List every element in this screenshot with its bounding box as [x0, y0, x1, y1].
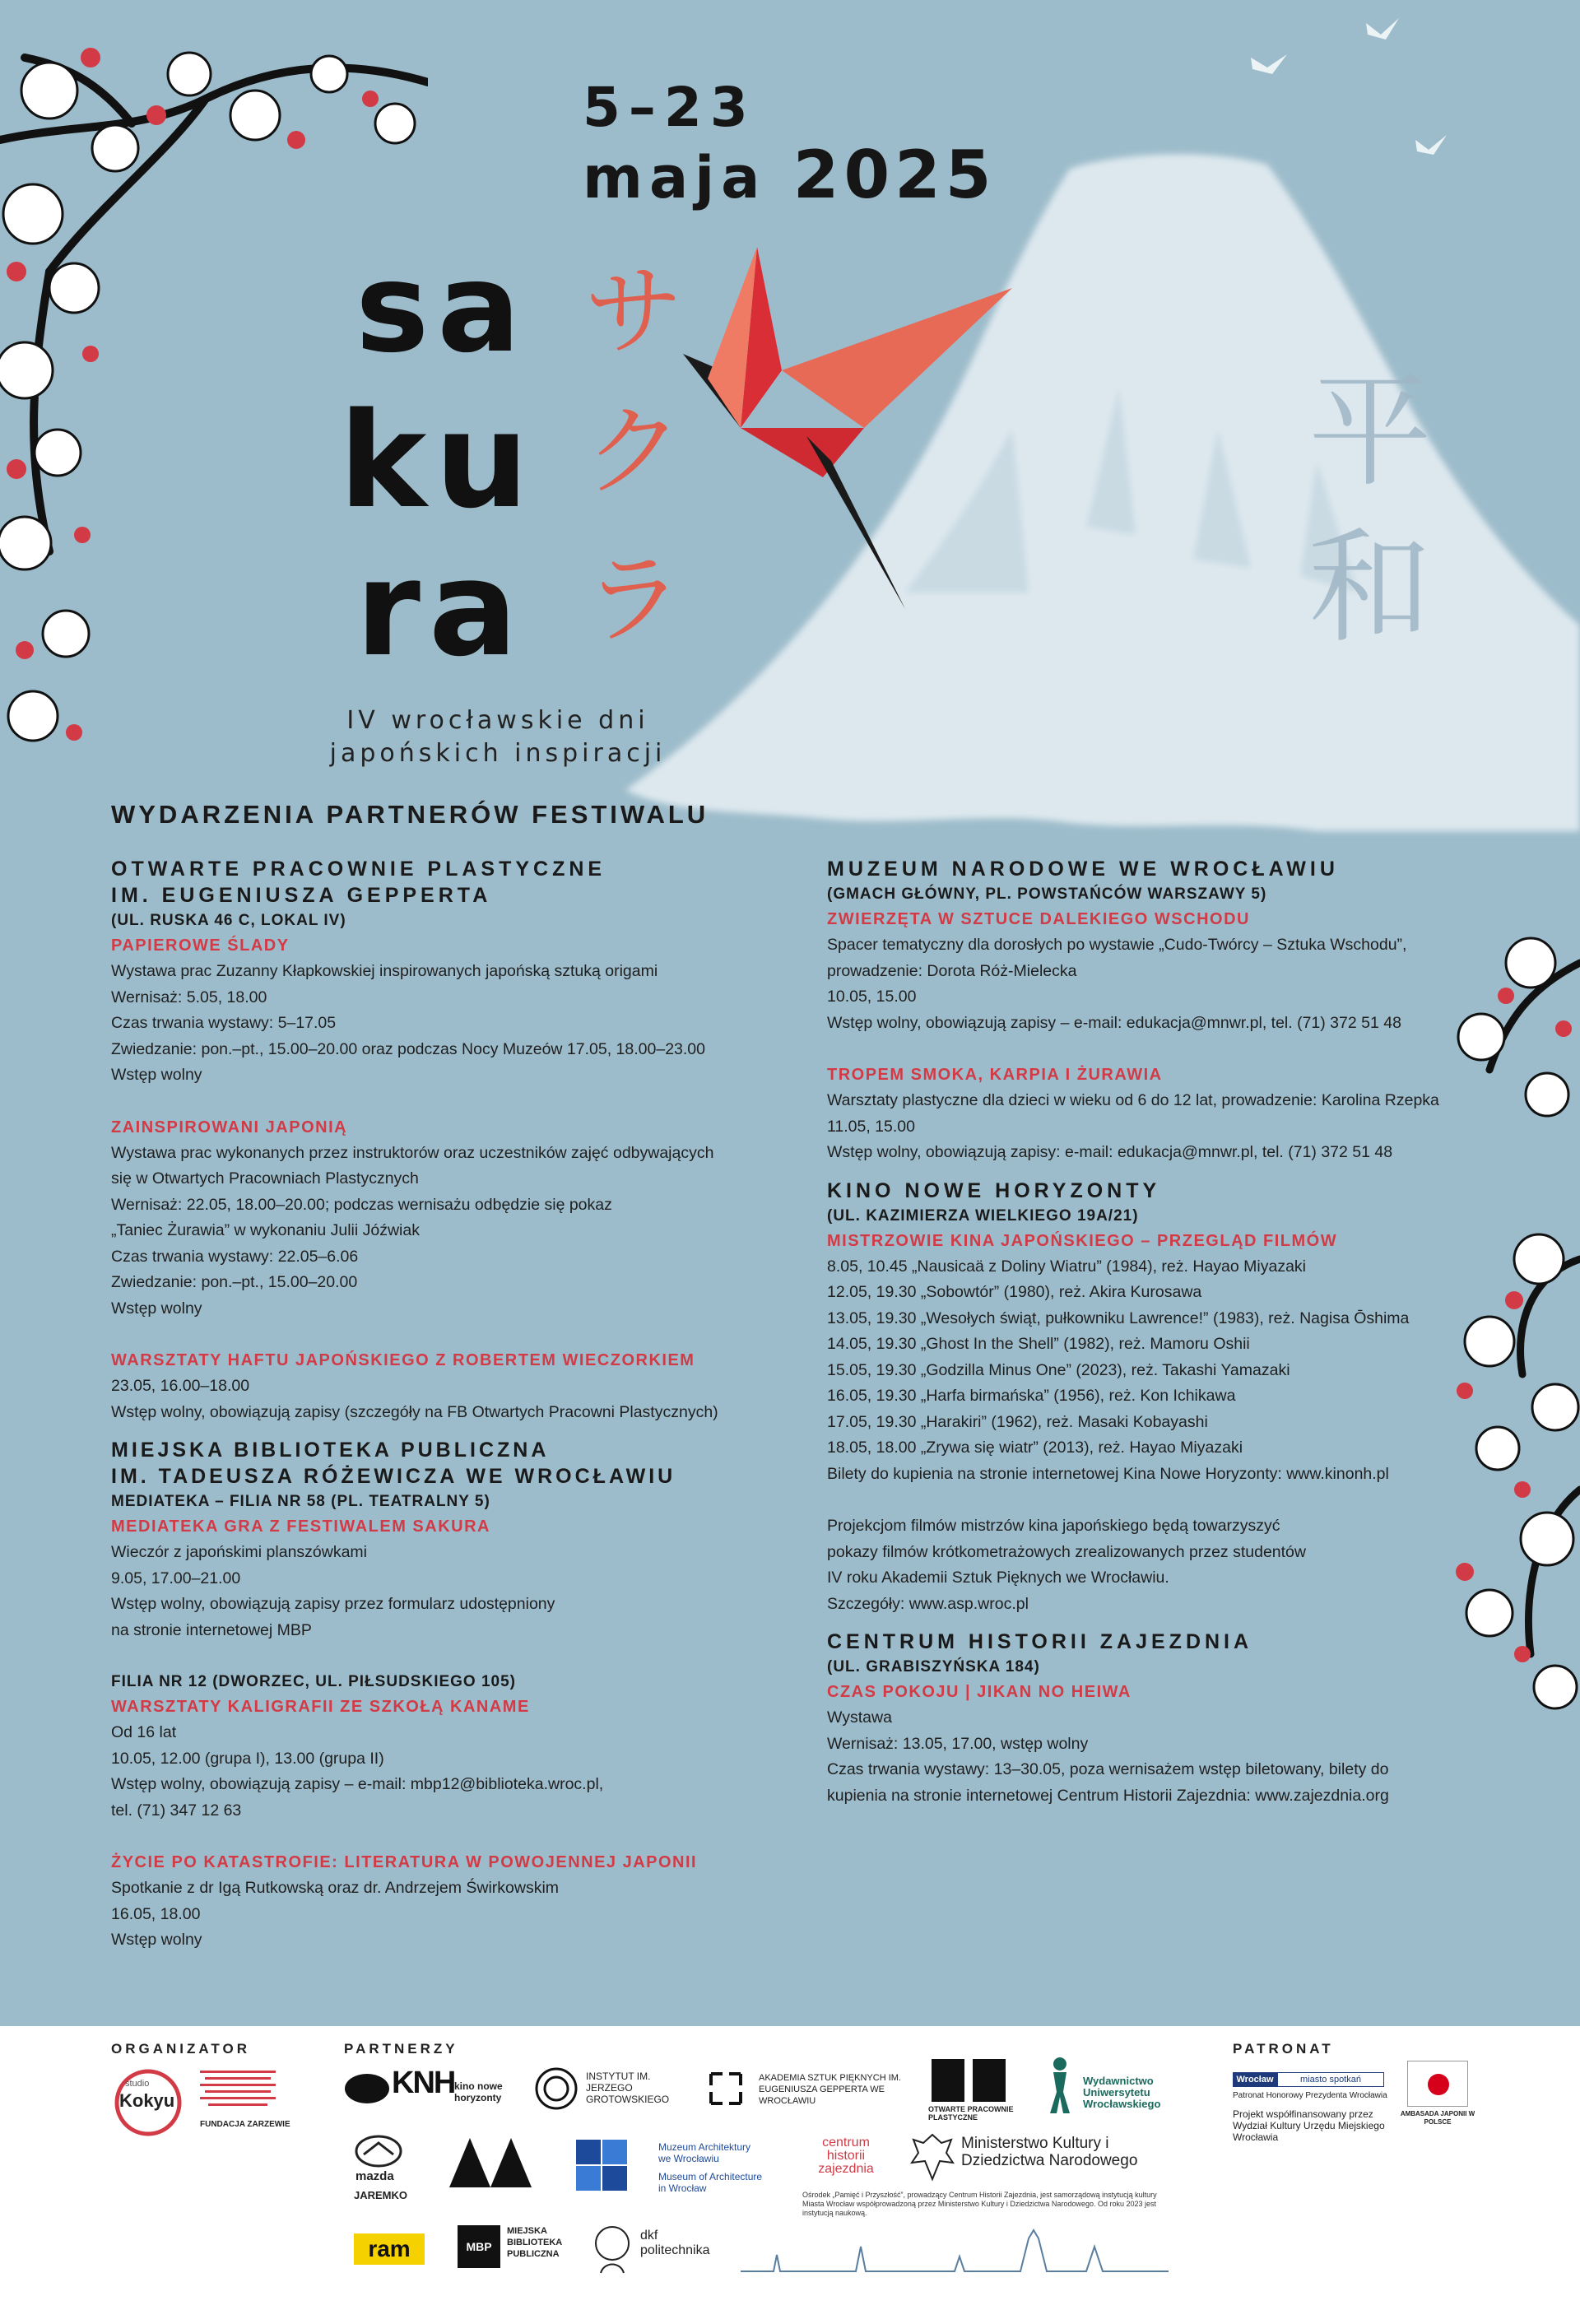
event-line: 16.05, 18.00 — [111, 1904, 201, 1923]
event-line: 11.05, 15.00 — [827, 1117, 915, 1136]
event-details — [827, 932, 1469, 1036]
event-line: Wernisaż: 5.05, 18.00 — [111, 988, 267, 1006]
event-line: prowadzenie: Dorota Róż-Mielecka — [827, 961, 1077, 980]
jaremko-logo-text: JAREMKO — [354, 2189, 408, 2201]
event-line: Wstęp wolny, obowiązują zapisy (szczegóły na FB Otwartych Pracowni Plastycznych) — [111, 1402, 718, 1421]
uwr-logo-text: Wydawnictwo Uniwersytetu Wrocławskiego — [1083, 2075, 1161, 2110]
mam-logo-icon — [576, 2140, 652, 2197]
subtitle-line-2: japońskich inspiracji — [329, 739, 667, 768]
mam-logo-text: Muzeum Architektury we Wrocławiu — [658, 2141, 751, 2164]
film-item: 18.05, 18.00 „Zrywa się wiatr” (2013), reż. Hayao Miyazaki — [827, 1439, 1243, 1457]
zarzewie-logo-text: FUNDACJA ZARZEWIE — [200, 2120, 290, 2129]
asp-logo-text: AKADEMIA SZTUK PIĘKNYCH IM. EUGENIUSZA GEPPERTA WE WROCŁAWIU — [759, 2073, 901, 2106]
event-line: tel. (71) 347 12 63 — [111, 1801, 242, 1820]
ram-logo-text: ram — [354, 2233, 425, 2265]
event-line: Wstęp wolny, obowiązują zapisy – e-mail: mbp12@biblioteka.wroc.pl, — [111, 1775, 604, 1793]
event-title: CZAS POKOJU | JIKAN NO HEIWA — [827, 1683, 1132, 1701]
knh-logo-subtitle: kino nowe horyzonty — [454, 2080, 503, 2103]
section-title: WYDARZENIA PARTNERÓW FESTIWALU — [111, 800, 709, 829]
festival-date-month — [583, 137, 996, 213]
mazda-logo-text: mazda — [356, 2169, 394, 2183]
event-line: Zwiedzanie: pon.–pt., 15.00–20.00 — [111, 1273, 358, 1291]
zarzewie-logo-icon — [200, 2067, 276, 2117]
mkidn-note: Ośrodek „Pamięć i Przyszłość”, prowadzący Centrum Historii Zajezdnia, jest samorządową instytucją kultury Miasta Wrocław współprowadzoną przez Ministerstwo Kultury i Dziedzictwa Narodowego. Od roku 2023 jest instytucją naukową. — [802, 2191, 1157, 2217]
event-line: Wstęp wolny — [111, 1299, 202, 1318]
event-line: się w Otwartych Pracowniach Plastycznych — [111, 1169, 419, 1188]
event-line: Od 16 lat — [111, 1723, 177, 1741]
right-column — [827, 856, 1469, 1809]
film-list — [827, 1254, 1469, 1488]
origami-crane-icon — [658, 214, 1020, 625]
org-address: (UL. GRABISZYŃSKA 184) — [827, 1658, 1040, 1676]
event-line: na stronie internetowej MBP — [111, 1620, 312, 1639]
film-item: 8.05, 10.45 „Nausicaä z Doliny Wiatru” (1984), reż. Hayao Miyazaki — [827, 1257, 1306, 1276]
event-line: Czas trwania wystawy: 5–17.05 — [111, 1014, 337, 1032]
event-details — [111, 1141, 811, 1322]
org-name: CENTRUM HISTORII ZAJEZDNIA — [827, 1630, 1253, 1653]
event-note — [827, 1513, 1469, 1617]
event-title: WARSZTATY HAFTU JAPOŃSKIEGO Z ROBERTEM WIECZORKIEM — [111, 1351, 695, 1369]
org-name-line-1: OTWARTE PRACOWNIE PLASTYCZNE — [111, 858, 606, 881]
kanji-peace-1: 平 — [1308, 360, 1433, 504]
mbp-logo-name: MIEJSKA BIBLIOTEKA PUBLICZNA — [507, 2226, 562, 2259]
event-line: Wieczór z japońskimi planszówkami — [111, 1543, 368, 1561]
wroclaw-patronage: Patronat Honorowy Prezydenta Wrocławia — [1233, 2091, 1387, 2100]
event-line: Wernisaż: 13.05, 17.00, wstęp wolny — [827, 1734, 1089, 1753]
event-title: WARSZTATY KALIGRAFII ZE SZKOŁĄ KANAME — [111, 1698, 530, 1716]
event-line: Wstęp wolny, obowiązują zapisy: e-mail: edukacja@mnwr.pl, tel. (71) 372 51 48 — [827, 1143, 1393, 1161]
film-item: 13.05, 19.30 „Wesołych świąt, pułkowniku Lawrence!” (1983), reż. Nagisa Ōshima — [827, 1308, 1410, 1327]
event-line: Wernisaż: 22.05, 18.00–20.00; podczas wernisażu odbędzie się pokaz — [111, 1195, 612, 1214]
organizer-label: ORGANIZATOR — [111, 2041, 250, 2057]
event-details — [111, 959, 811, 1089]
kanji-peace-2: 和 — [1308, 517, 1433, 660]
mm-logo-icon — [449, 2138, 532, 2189]
event-title: ZAINSPIROWANI JAPONIĄ — [111, 1118, 348, 1136]
event-line: Czas trwania wystawy: 22.05–6.06 — [111, 1247, 359, 1266]
mbp-logo-text: MBP — [458, 2225, 500, 2268]
dkf-portrait-icon — [589, 2222, 635, 2275]
mkidn-logo-text: Ministerstwo Kultury i Dziedzictwa Narodowego — [961, 2135, 1138, 2169]
event-title: TROPEM SMOKA, KARPIA I ŻURAWIA — [827, 1066, 1163, 1084]
opp-logo-text: OTWARTE PRACOWNIE PLASTYCZNE — [928, 2105, 1014, 2122]
mazda-logo-icon — [354, 2135, 403, 2168]
org-name: MUZEUM NARODOWE WE WROCŁAWIU — [827, 858, 1339, 881]
film-item: 14.05, 19.30 „Ghost In the Shell” (1982), reż. Mamoru Oshii — [827, 1335, 1250, 1353]
org-name-line-2: IM. EUGENIUSZA GEPPERTA — [111, 884, 492, 907]
partners-label: PARTNERZY — [344, 2041, 458, 2057]
event-line: 10.05, 15.00 — [827, 988, 917, 1006]
film-item: 17.05, 19.30 „Harakiri” (1962), reż. Masaki Kobayashi — [827, 1412, 1208, 1431]
festival-subtitle — [304, 704, 691, 770]
event-line: Wystawa — [827, 1708, 892, 1727]
event-line: Projekcjom filmów mistrzów kina japońskiego będą towarzyszyć — [827, 1517, 1280, 1535]
event-title: ŻYCIE PO KATASTROFIE: LITERATURA W POWOJENNEJ JAPONII — [111, 1853, 698, 1871]
org-address: (GMACH GŁÓWNY, PL. POWSTAŃCÓW WARSZAWY 5) — [827, 885, 1267, 903]
event-line: Wstęp wolny — [111, 1931, 202, 1949]
knh-logo-text: KNH — [392, 2066, 455, 2100]
org-address: FILIA NR 12 (DWORZEC, UL. PIŁSUDSKIEGO 105) — [111, 1673, 517, 1690]
logo-kana-ku: ク — [584, 395, 683, 509]
event-line: 9.05, 17.00–21.00 — [111, 1569, 241, 1587]
event-title: MISTRZOWIE KINA JAPOŃSKIEGO – PRZEGLĄD FILMÓW — [827, 1231, 1338, 1250]
event-details — [827, 1088, 1469, 1166]
logo-kana-sa: サ — [584, 255, 683, 370]
event-details — [827, 1705, 1469, 1809]
subtitle-line-1: IV wrocławskie dni — [346, 706, 649, 735]
wroclaw-logo-text: Wrocław — [1233, 2072, 1277, 2087]
event-line: Bilety do kupienia na stronie internetowej Kina Nowe Horyzonty: www.kinonh.pl — [827, 1464, 1389, 1483]
patron-label: PATRONAT — [1233, 2041, 1334, 2057]
event-line: Spotkanie z dr Igą Rutkowską oraz dr. Andrzejem Świrkowskim — [111, 1879, 560, 1897]
event-line: Czas trwania wystawy: 13–30.05, poza wernisażem wstęp biletowany, bilety do — [827, 1760, 1389, 1778]
festival-date-range: 5–23 — [583, 76, 756, 139]
event-line: Warsztaty plastyczne dla dzieci w wieku od 6 do 12 lat, prowadzenie: Karolina Rzepka — [827, 1091, 1439, 1109]
japan-flag-sun — [1428, 2074, 1449, 2095]
event-line: kupienia na stronie internetowej Centrum Historii Zajezdnia: www.zajezdnia.org — [827, 1786, 1389, 1805]
event-details — [111, 1720, 811, 1824]
grotowski-logo-icon — [535, 2067, 578, 2110]
cofinance-note: Projekt współfinansowany przez Wydział Kultury Urzędu Miejskiego Wrocławia — [1233, 2108, 1385, 2143]
logo-syllable-sa: sa — [356, 237, 529, 380]
event-line: 23.05, 16.00–18.00 — [111, 1377, 250, 1395]
event-details — [111, 1875, 811, 1954]
date-month: maja — [583, 144, 767, 211]
film-item: 12.05, 19.30 „Sobowtór” (1980), reż. Akira Kurosawa — [827, 1283, 1202, 1301]
event-title: MEDIATEKA GRA Z FESTIWALEM SAKURA — [111, 1518, 490, 1536]
eagle-emblem-icon — [910, 2131, 955, 2182]
film-item: 16.05, 19.30 „Harfa birmańska” (1956), reż. Kon Ichikawa — [827, 1387, 1236, 1405]
event-line: Zwiedzanie: pon.–pt., 15.00–20.00 oraz podczas Nocy Muzeów 17.05, 18.00–23.00 — [111, 1039, 705, 1058]
grotowski-logo-text: INSTYTUT IM. JERZEGO GROTOWSKIEGO — [586, 2071, 670, 2105]
uwr-logo-icon — [1043, 2052, 1076, 2118]
kokyu-logo-small: studio — [125, 2079, 150, 2089]
event-line: Szczegóły: www.asp.wroc.pl — [827, 1594, 1029, 1613]
kokyu-logo-text: Kokyu — [119, 2090, 175, 2111]
event-line: Wstęp wolny, obowiązują zapisy przez formularz udostępniony — [111, 1595, 555, 1613]
org-address: (UL. KAZIMIERZA WIELKIEGO 19A/21) — [827, 1206, 1139, 1225]
chz-logo-text: centrum historii zajezdnia — [818, 2136, 874, 2176]
event-line: 10.05, 12.00 (grupa I), 13.00 (grupa II) — [111, 1749, 384, 1768]
dkf-logo-text: dkf politechnika — [640, 2229, 710, 2257]
mam-logo-text-en: Museum of Architecture in Wrocław — [658, 2171, 763, 2194]
wroclaw-skyline-icon — [741, 2222, 1169, 2280]
event-line: Wstęp wolny, obowiązują zapisy – e-mail: edukacja@mnwr.pl, tel. (71) 372 51 48 — [827, 1013, 1401, 1032]
asp-logo-icon — [708, 2071, 744, 2107]
event-title: PAPIEROWE ŚLADY — [111, 937, 290, 955]
film-item: 15.05, 19.30 „Godzilla Minus One” (2023), reż. Takashi Yamazaki — [827, 1360, 1290, 1379]
event-title: ZWIERZĘTA W SZTUCE DALEKIEGO WSCHODU — [827, 910, 1250, 928]
left-column — [111, 856, 811, 1954]
org-name: KINO NOWE HORYZONTY — [827, 1178, 1161, 1202]
org-name-line-2: IM. TADEUSZA RÓŻEWICZA WE WROCŁAWIU — [111, 1465, 676, 1488]
event-line: pokazy filmów krótkometrażowych zrealizowanych przez studentów — [827, 1542, 1306, 1561]
org-name-line-1: MIEJSKA BIBLIOTEKA PUBLICZNA — [111, 1439, 550, 1462]
org-address: (UL. RUSKA 46 C, LOKAL IV) — [111, 912, 346, 929]
date-year: 2025 — [792, 137, 997, 213]
event-line: Wystawa prac wykonanych przez instruktorów oraz uczestników zajęć odbywających — [111, 1143, 714, 1162]
event-line: IV roku Akademii Sztuk Pięknych we Wrocławiu. — [827, 1569, 1169, 1587]
japan-flag-icon — [1407, 2061, 1468, 2107]
embassy-logo-text: AMBASADA JAPONII W POLSCE — [1400, 2110, 1475, 2126]
logo-syllable-ra: ra — [356, 532, 526, 686]
org-address: MEDIATEKA – FILIA NR 58 (PL. TEATRALNY 5) — [111, 1493, 490, 1510]
wroclaw-logo-tagline: miasto spotkań — [1277, 2072, 1384, 2087]
event-line: Wystawa prac Zuzanny Kłapkowskiej inspirowanych japońską sztuką origami — [111, 962, 658, 980]
logo-kana-ra: ラ — [584, 543, 683, 658]
event-line: Wstęp wolny — [111, 1066, 202, 1084]
event-details — [111, 1373, 811, 1425]
event-line: Spacer tematyczny dla dorosłych po wystawie „Cudo-Twórcy – Sztuka Wschodu”, — [827, 936, 1407, 954]
knh-logo-icon — [344, 2067, 390, 2103]
event-line: „Taniec Żurawia” w wykonaniu Julii Jóźwiak — [111, 1221, 420, 1239]
event-details — [111, 1540, 811, 1643]
logo-syllable-ku: ku — [339, 383, 537, 537]
